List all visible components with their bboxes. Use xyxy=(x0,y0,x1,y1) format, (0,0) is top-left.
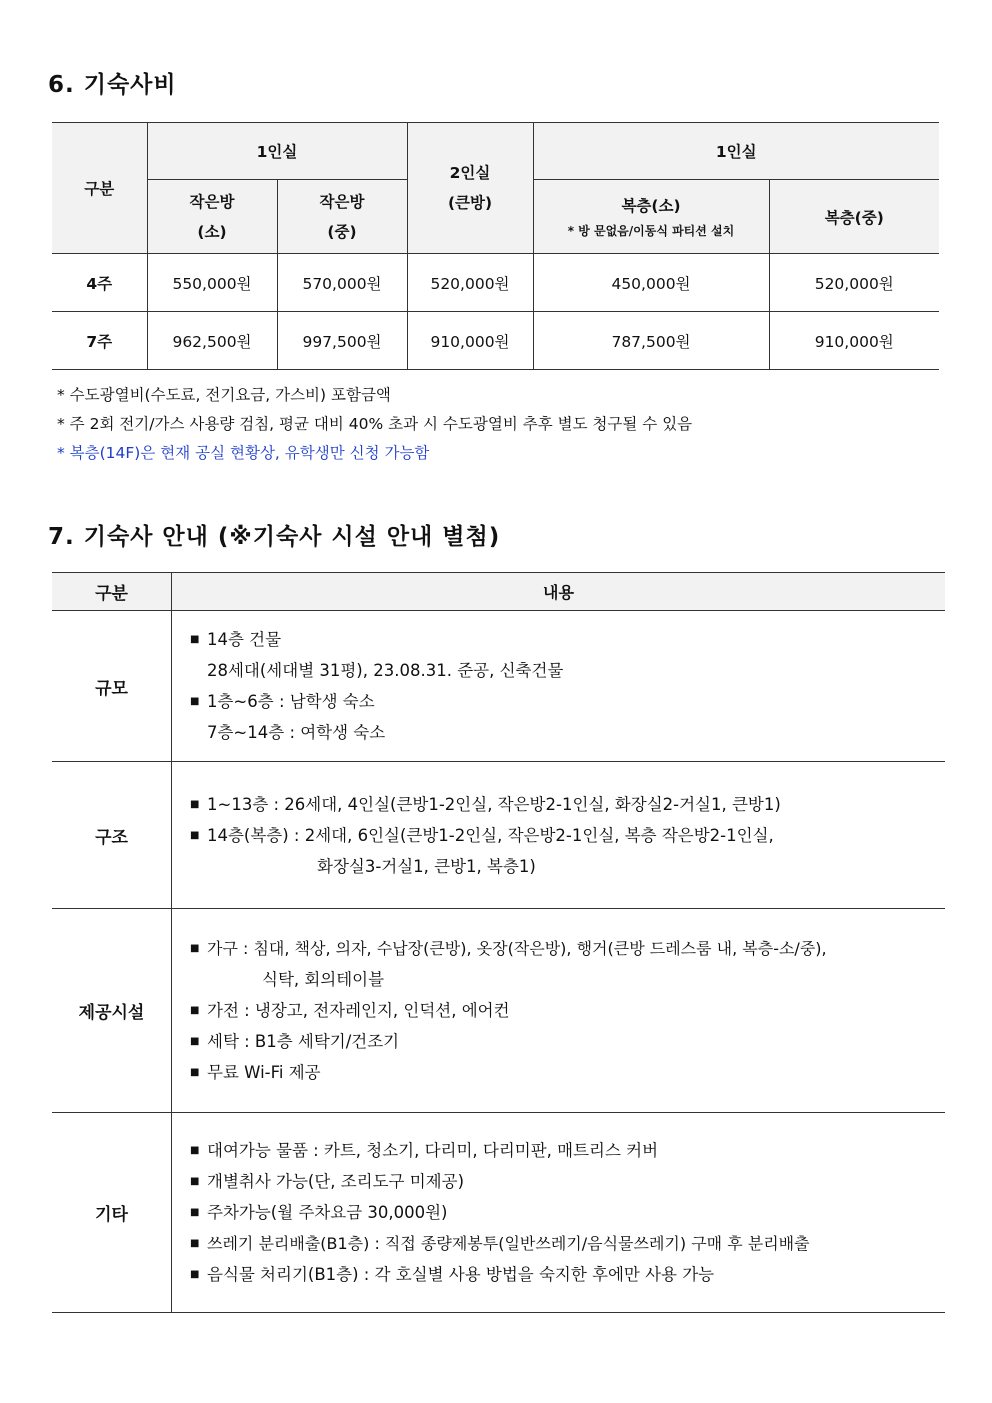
square-bullet-icon: ■ xyxy=(190,1207,200,1218)
list-item: ■ 대여가능 물품 : 카트, 청소기, 다리미, 다리미판, 매트리스 커버 xyxy=(190,1135,945,1166)
fee-cell: 550,000원 xyxy=(147,254,277,312)
info-row-content xyxy=(172,909,946,1113)
fee-row-7weeks xyxy=(52,312,939,370)
info-row-etc xyxy=(52,1113,945,1313)
square-bullet-icon: ■ xyxy=(190,829,200,841)
list-item-continuation: 식탁, 회의테이블 xyxy=(262,970,385,989)
info-row-label: 구조 xyxy=(52,762,172,909)
info-row-content xyxy=(172,611,946,762)
list-item: ■ 무료 Wi-Fi 제공 xyxy=(190,1057,945,1088)
list-item-continuation: 28세대(세대별 31평), 23.08.31. 준공, 신축건물 xyxy=(207,661,564,680)
section-7-title: 7. 기숙사 안내 (※기숙사 시설 안내 별첨) xyxy=(48,524,501,550)
list-item: ■ 가구 : 침대, 책상, 의자, 수납장(큰방), 옷장(작은방), 행거(큰방 드레스룸 내, 복층-소/중), xyxy=(190,933,945,964)
info-row-scale xyxy=(52,611,945,762)
list-item: ■ 14층(복층) : 2세대, 6인실(큰방1-2인실, 작은방2-1인실, 복층 작은방2-1인실, xyxy=(190,820,945,851)
fee-header-double-room: 2인실 (큰방) xyxy=(407,123,533,254)
fee-header-small-room-m: 작은방 (중) xyxy=(277,180,407,254)
section-6-title: 6. 기숙사비 xyxy=(48,72,177,98)
fee-cell: 570,000원 xyxy=(277,254,407,312)
dorm-fee-table xyxy=(52,122,939,370)
fee-cell: 520,000원 xyxy=(407,254,533,312)
duplex-s-note: * 방 문없음/이동식 파티션 설치 xyxy=(567,224,735,238)
square-bullet-icon: ■ xyxy=(190,798,200,810)
square-bullet-icon: ■ xyxy=(190,943,200,954)
info-row-label: 제공시설 xyxy=(52,909,172,1113)
fee-notes xyxy=(57,381,692,468)
list-item: ■ 1층~6층 : 남학생 숙소 xyxy=(190,686,945,717)
fee-header-duplex-m: 복층(중) xyxy=(769,180,939,254)
fee-header-category: 구분 xyxy=(52,123,147,254)
duplex-s-label: 복층(소) xyxy=(621,197,681,215)
fee-note: * 수도광열비(수도료, 전기요금, 가스비) 포함금액 xyxy=(57,386,391,404)
info-header-category: 구분 xyxy=(52,573,172,611)
fee-cell: 450,000원 xyxy=(533,254,769,312)
list-item-continuation: 화장실3-거실1, 큰방1, 복층1) xyxy=(317,856,536,876)
square-bullet-icon: ■ xyxy=(190,1036,200,1047)
fee-header-single-room-duplex: 1인실 xyxy=(533,123,939,180)
dorm-info-table xyxy=(52,572,945,1313)
fee-cell: 997,500원 xyxy=(277,312,407,370)
info-row-structure xyxy=(52,762,945,909)
fee-header-small-room-s: 작은방 (소) xyxy=(147,180,277,254)
square-bullet-icon: ■ xyxy=(190,696,200,707)
info-row-content xyxy=(172,1113,946,1313)
square-bullet-icon: ■ xyxy=(190,1067,200,1078)
fee-cell: 910,000원 xyxy=(769,312,939,370)
list-item: ■ 주차가능(월 주차요금 30,000원) xyxy=(190,1197,945,1228)
fee-note: * 주 2회 전기/가스 사용량 검침, 평균 대비 40% 초과 시 수도광열비 추후 별도 청구될 수 있음 xyxy=(57,415,693,433)
list-item-continuation: 7층~14층 : 여학생 숙소 xyxy=(207,723,386,742)
list-item: ■ 음식물 처리기(B1층) : 각 호실별 사용 방법을 숙지한 후에만 사용 가능 xyxy=(190,1259,945,1290)
info-row-content xyxy=(172,762,946,909)
square-bullet-icon: ■ xyxy=(190,1145,200,1156)
square-bullet-icon: ■ xyxy=(190,1269,200,1280)
list-item: ■ 개별취사 가능(단, 조리도구 미제공) xyxy=(190,1166,945,1197)
fee-header-duplex-s xyxy=(533,180,769,254)
square-bullet-icon: ■ xyxy=(190,634,200,645)
list-item: ■ 가전 : 냉장고, 전자레인지, 인덕션, 에어컨 xyxy=(190,995,945,1026)
square-bullet-icon: ■ xyxy=(190,1176,200,1187)
fee-cell: 962,500원 xyxy=(147,312,277,370)
list-item: ■ 쓰레기 분리배출(B1층) : 직접 종량제봉투(일반쓰레기/음식물쓰레기) 구매 후 분리배출 xyxy=(190,1228,945,1259)
info-row-label: 기타 xyxy=(52,1113,172,1313)
fee-period: 7주 xyxy=(52,312,147,370)
fee-period: 4주 xyxy=(52,254,147,312)
list-item: ■ 1~13층 : 26세대, 4인실(큰방1-2인실, 작은방2-1인실, 화장실2-거실1, 큰방1) xyxy=(190,789,945,820)
fee-row-4weeks xyxy=(52,254,939,312)
info-row-facilities xyxy=(52,909,945,1113)
square-bullet-icon: ■ xyxy=(190,1005,200,1016)
fee-cell: 520,000원 xyxy=(769,254,939,312)
list-item: ■ 14층 건물 xyxy=(190,624,945,655)
info-header-content: 내용 xyxy=(172,573,946,611)
fee-header-single-room: 1인실 xyxy=(147,123,407,180)
fee-cell: 910,000원 xyxy=(407,312,533,370)
fee-cell: 787,500원 xyxy=(533,312,769,370)
fee-note-highlight: * 복층(14F)은 현재 공실 현황상, 유학생만 신청 가능함 xyxy=(57,444,430,462)
info-row-label: 규모 xyxy=(52,611,172,762)
list-item: ■ 세탁 : B1층 세탁기/건조기 xyxy=(190,1026,945,1057)
square-bullet-icon: ■ xyxy=(190,1238,200,1249)
